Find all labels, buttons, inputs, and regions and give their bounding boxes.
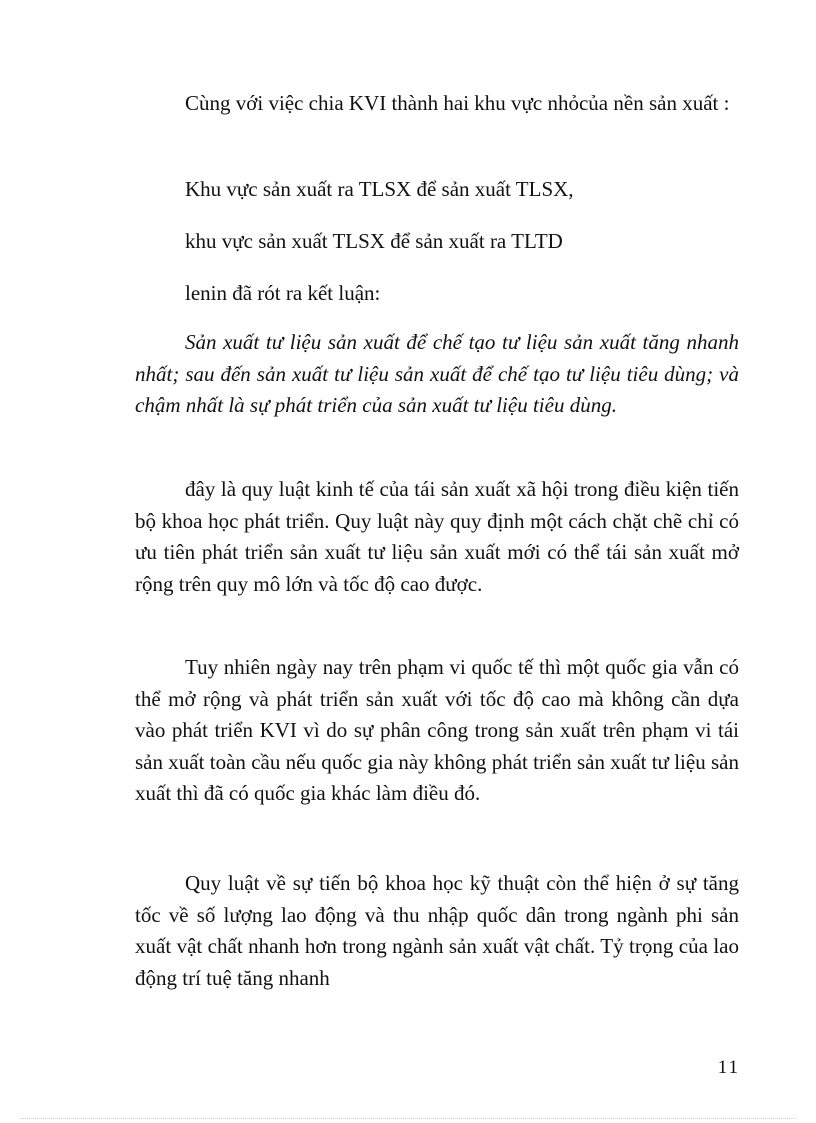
paragraph-intro-block <box>135 88 739 120</box>
paragraph-international: Tuy nhiên ngày nay trên phạm vi quốc tế thì một quốc gia vẫn có thể mở rộng và phát triển sản xuất với tốc độ cao mà không cần dựa vào phát triển KVI vì do sự phân công trong sản xuất trên phạm vi tái sản xuất toàn cầu nếu quốc gia này không phát triển sản xuất tư liệu sản xuất thì đã có quốc gia khác làm điều đó. <box>135 655 739 805</box>
list-line-1-block <box>135 174 739 206</box>
page-number: 11 <box>717 1057 740 1078</box>
paragraph-law: đây là quy luật kinh tế của tái sản xuất xã hội trong điều kiện tiến bộ khoa học phát triển. Quy luật này quy định một cách chặt chẽ chỉ có ưu tiên phát triển sản xuất tư liệu sản xuất mới có thể tái sản xuất mở rộng trên quy mô lớn và tốc độ cao được. <box>135 477 739 596</box>
list-line-3-block <box>135 278 739 310</box>
paragraph-technology: Quy luật về sự tiến bộ khoa học kỹ thuật còn thể hiện ở sự tăng tốc về số lượng lao động và thu nhập quốc dân trong ngành phi sản xuất vật chất nhanh hơn trong ngành sản xuất vật chất. Tỷ trọng của lao động trí tuệ tăng nhanh <box>135 871 739 990</box>
list-line-1: Khu vực sản xuất ra TLSX để sản xuất TLSX, <box>185 177 574 201</box>
paragraph-international-block <box>135 652 739 810</box>
list-line-2-block <box>135 226 739 258</box>
conclusion-lead: lenin đã rót ra kết luận: <box>185 281 381 305</box>
paragraph-technology-block <box>135 868 739 994</box>
paragraph-law-block <box>135 474 739 600</box>
italic-quote-block <box>135 327 739 422</box>
italic-quote: Sản xuất tư liệu sản xuất để chế tạo tư liệu sản xuất tăng nhanh nhất; sau đến sản xuất tư liệu sản xuất để chế tạo tư liệu tiêu dùng; và chậm nhất là sự phát triển của sản xuất tư liệu tiêu dùng. <box>135 330 739 417</box>
page-bottom-divider <box>20 1118 796 1119</box>
paragraph-intro: Cùng với việc chia KVI thành hai khu vực nhỏcủa nền sản xuất : <box>185 91 730 115</box>
list-line-2: khu vực sản xuất TLSX để sản xuất ra TLTD <box>185 229 563 253</box>
